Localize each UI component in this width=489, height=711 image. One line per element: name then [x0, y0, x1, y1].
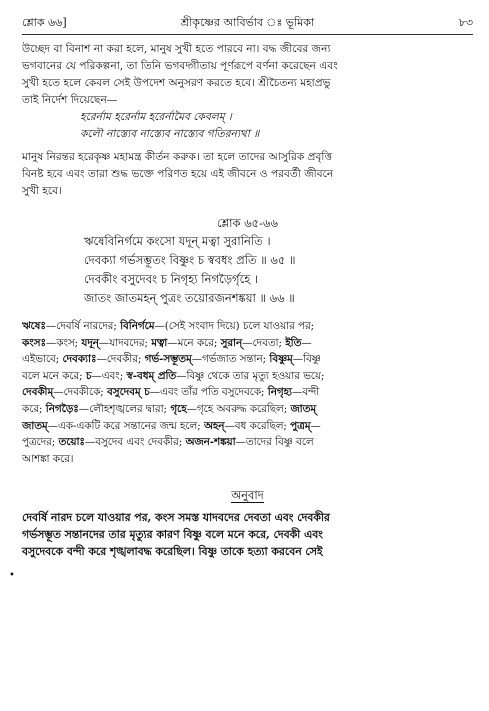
sanskrit-term: সুরান্ [220, 336, 243, 349]
term-meaning: —লৌহশৃঙ্খলের দ্বারা; [78, 402, 171, 415]
synonym-line [22, 434, 473, 451]
term-meaning: বলে মনে করে; [22, 369, 86, 382]
term-meaning: —বন্দী [292, 386, 320, 399]
term-meaning: —এবং; [91, 369, 127, 382]
translation-heading-text: অনুবাদ [231, 488, 264, 503]
sanskrit-term: দেবকীম্ [22, 386, 54, 399]
term-meaning: করে; [22, 402, 46, 415]
term-meaning: —এক-একটি করে সন্তানের জন্ম হলে; [47, 419, 204, 432]
term-meaning: —কংস; [45, 336, 82, 349]
term-meaning: —দেবকীকে; [53, 386, 108, 399]
term-meaning: —বধ করেছিল; [224, 419, 291, 432]
sanskrit-term: জাতম্ [22, 419, 48, 432]
synonym-line [22, 318, 473, 335]
synonym-line [22, 351, 473, 368]
term-meaning: —মনে করে; [167, 336, 221, 349]
text-line: সুখী হবে। [22, 185, 62, 197]
sanskrit-term: ঋষেঃ [22, 320, 46, 332]
verse-line: জাতং জাতমহন্ পুত্রং তয়োরজনশঙ্কয়া ॥ ৬৬ ॥ [84, 291, 295, 305]
term-meaning: — [301, 336, 312, 349]
quoted-verse [22, 109, 473, 143]
term-meaning: —গর্ভজাত সন্তান; [191, 353, 270, 366]
term-meaning: —বসুদেব এবং দেবকীর; [84, 436, 186, 449]
sanskrit-term: পুত্রম্ [290, 419, 311, 432]
text-line: সুখী হতে হলে কেবল সেই উপদেশ অনুসরণ করতে হবে। শ্রীচৈতন্য মহাপ্রভু [22, 77, 331, 89]
text-line: তাই নির্দেশ দিয়েছেন— [22, 94, 118, 106]
sanskrit-term: স্ব-বধম্ প্রতি [126, 369, 177, 382]
sanskrit-term: নিগৃহ্য [267, 386, 293, 399]
term-meaning: এইভাবে; [22, 353, 63, 366]
sanskrit-term: গৃহে [170, 402, 187, 415]
term-meaning: —(সেই সংবাদ দিয়ে) চলে যাওয়ার পর; [154, 320, 315, 332]
term-meaning: —দেবর্ষি নারদের; [45, 320, 121, 332]
term-meaning: —এবং তাঁর পতি বসুদেবকে; [149, 386, 268, 399]
term-meaning: —তাদের বিষ্ণু বলে [235, 436, 314, 449]
sanskrit-term: বিনির্গমে [120, 320, 155, 332]
term-meaning: আশঙ্কা করে। [22, 452, 74, 465]
synonym-line [22, 384, 473, 401]
header-verse-ref: শ্লোক ৬৬] [22, 16, 67, 29]
sanskrit-term: মত্বা [151, 336, 168, 349]
sanskrit-term: দেবক্যাঃ [62, 353, 97, 366]
translation-heading [22, 485, 473, 505]
synonym-line [22, 335, 473, 352]
sanskrit-term: বসুদেবম্ চ [107, 386, 150, 399]
synonym-line [22, 401, 473, 418]
intro-paragraph [22, 41, 473, 109]
term-meaning: —গৃহে অবরুদ্ধ করেছিল; [186, 402, 291, 415]
term-meaning: —দেবকীর; [96, 353, 145, 366]
term-meaning: — [310, 419, 321, 432]
text-line: ভগবানের যে পরিকল্পনা, তা তিনি ভগবদ্গীতায় পূর্ণরূপে বর্ণনা করেছেন এবং [22, 60, 338, 72]
quote-line: হরের্নাম হরের্নাম হরের্নামৈব কেবলম্ । [80, 111, 232, 123]
sanskrit-verse [22, 232, 473, 308]
sanskrit-term: তয়োঃ [58, 436, 85, 449]
synonym-line [22, 368, 473, 385]
sanskrit-term: বিষ্ণুম্ [269, 353, 293, 366]
after-quote-paragraph [22, 149, 473, 200]
sanskrit-term: নিগড়ৈঃ [45, 402, 79, 415]
sanskrit-term: জাতম্ [290, 402, 317, 415]
margin-mark: • [9, 570, 15, 581]
header-page-number: ৮৩ [458, 16, 473, 29]
sanskrit-term: অজন-শঙ্কয়া [185, 436, 236, 449]
sanskrit-term: যদূন্ [81, 336, 99, 349]
synonym-line [22, 418, 473, 435]
verse-line: দেবক্যা গর্ভসম্ভূতং বিষ্ণুং চ স্ববধং প্রতি ॥ ৬৫ ॥ [84, 253, 296, 267]
page-header [22, 10, 473, 35]
sanskrit-term: অহন্ [203, 419, 225, 432]
verse-line: দেবকীং বসুদেবং চ নিগৃহ্য নিগড়ৈর্গৃহে । [84, 272, 258, 286]
book-page [0, 10, 489, 711]
text-line: উচ্ছেদ বা বিনাশ না করা হলে, মানুষ সুখী হতে পারবে না। বদ্ধ জীবের জন্য [22, 43, 331, 55]
word-synonyms [22, 318, 473, 467]
sanskrit-term: চ [85, 369, 92, 382]
header-chapter-title: শ্রীকৃষ্ণের আবির্ভাব ঃ ভূমিকা [180, 16, 315, 29]
quote-line: কলৌ নাস্ত্যেব নাস্ত্যেব নাস্ত্যেব গতিরন্যথা ॥ [80, 128, 260, 140]
translation-line: বসুদেবকে বন্দী করে শৃঙ্খলাবদ্ধ করেছিল। বিষ্ণু তাকে হত্যা করবেন সেই [22, 545, 323, 559]
term-meaning: —যাদবদের; [98, 336, 152, 349]
text-line: মানুষ নিরন্তর হরেকৃষ্ণ মহামন্ত্র কীর্তন করুক। তা হলে তাদের আসুরিক প্রবৃত্তি [22, 151, 333, 163]
verse-line: ঋষেবিনির্গমে কংসো যদূন্ মত্বা সুরানিতি । [84, 234, 271, 248]
text-line: বিনষ্ট হবে এবং তারা শুদ্ধ ভক্তে পরিণত হয়ে এই জীবনে ও পরবর্তী জীবনে [22, 168, 334, 180]
sanskrit-term: ইতি [285, 336, 302, 349]
sanskrit-term: গর্ভ-সম্ভূতম্ [144, 353, 192, 366]
sanskrit-term: কংসঃ [22, 336, 46, 349]
synonym-line [22, 451, 473, 468]
term-meaning: —দেবতা; [242, 336, 286, 349]
term-meaning: —বিষ্ণু [292, 353, 321, 366]
translation-paragraph [22, 509, 473, 560]
translation-line: দেবর্ষি নারদ চলে যাওয়ার পর, কংস সমস্ত যাদবদের দেবতা এবং দেবকীর [22, 511, 330, 525]
term-meaning: পুত্রদের; [22, 436, 59, 449]
translation-line: গর্ভসম্ভূত সন্তানদের তার মৃত্যুর কারণ বিষ্ণু বলে মনে করে, দেবকী এবং [22, 528, 323, 542]
term-meaning: —বিষ্ণু থেকে তার মৃত্যু হওয়ার ভয়ে; [176, 369, 325, 382]
verse-heading: শ্লোক ৬৫-৬৬ [217, 216, 278, 230]
